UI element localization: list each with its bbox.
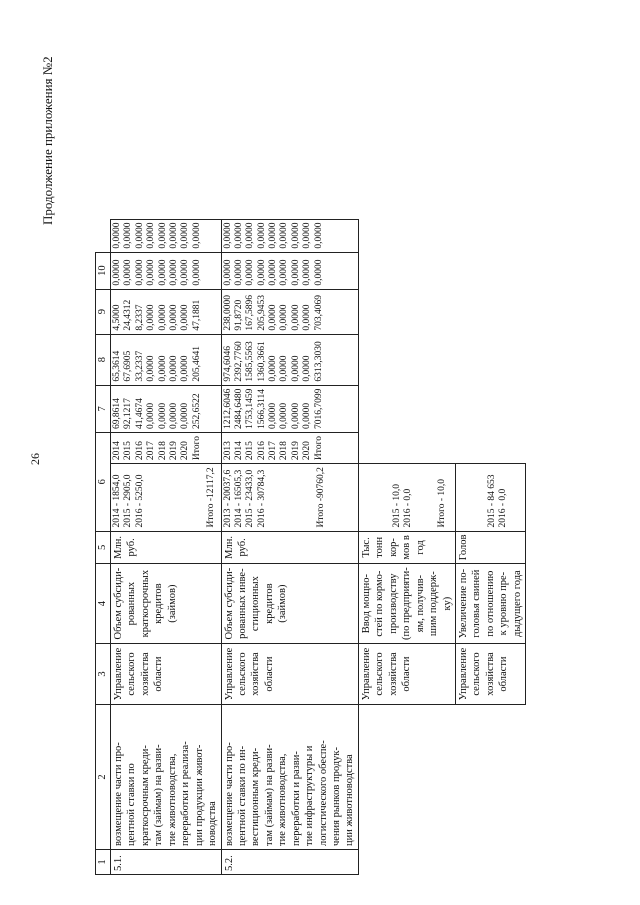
row-number: 5.1. bbox=[111, 850, 222, 875]
text-line: 0,0000 bbox=[168, 402, 179, 430]
text-line: 238,0000 bbox=[222, 295, 233, 331]
text-line: 703,4069 bbox=[313, 295, 324, 331]
text-line: 0,0000 bbox=[279, 402, 290, 430]
text-line: 2018 bbox=[279, 441, 290, 461]
text-line: 0,0000 bbox=[180, 222, 191, 249]
text-line: области bbox=[263, 656, 275, 692]
funding-federal bbox=[111, 334, 222, 385]
text-line: области bbox=[153, 656, 165, 692]
text-line: Млн. bbox=[223, 535, 235, 559]
text-line: 2016 bbox=[134, 441, 145, 461]
row-number: 5.2. bbox=[221, 850, 358, 875]
text-line: 1212,6046 bbox=[222, 388, 233, 430]
text-line: центной ставки по bbox=[126, 763, 138, 846]
text-line: Тыс. bbox=[360, 537, 372, 558]
text-line: стиционных bbox=[250, 576, 262, 632]
col-header-4: 4 bbox=[96, 564, 111, 644]
blank-funding bbox=[358, 219, 455, 464]
text-line: 0,0000 bbox=[146, 259, 157, 286]
text-line: 0,0000 bbox=[180, 259, 191, 286]
text-line: возмещение части про- bbox=[223, 742, 235, 846]
text-line: рованных инве- bbox=[236, 568, 248, 639]
years bbox=[111, 433, 222, 464]
text-line: производству bbox=[387, 573, 399, 634]
text-line: Увеличение по- bbox=[457, 568, 469, 639]
text-line: центной ставки по ин- bbox=[236, 745, 248, 846]
text-line: 2484,6480 bbox=[233, 388, 244, 430]
text-line: 2020 bbox=[180, 441, 191, 461]
indicator bbox=[455, 564, 525, 644]
text-line: 0,0000 bbox=[157, 402, 168, 430]
text-line: 24,4312 bbox=[123, 299, 134, 331]
indicator bbox=[358, 564, 455, 644]
text-line: Управление bbox=[457, 647, 469, 701]
funding-local bbox=[221, 252, 358, 289]
text-line: рованных bbox=[126, 581, 138, 626]
text-line: 0,0000 bbox=[112, 222, 122, 249]
col-header-5: 5 bbox=[96, 531, 111, 564]
text-line: 2016 bbox=[256, 441, 267, 461]
text-line: 1753,1459 bbox=[245, 388, 256, 430]
text-line: 0,0000 bbox=[279, 355, 290, 382]
col-header-3: 3 bbox=[96, 644, 111, 705]
measure-name bbox=[221, 705, 358, 850]
measure-name bbox=[455, 705, 525, 850]
text-line: 0,0000 bbox=[268, 259, 279, 286]
text-line: 33,2337 bbox=[134, 350, 145, 382]
text-line: 0,0000 bbox=[302, 355, 313, 382]
text-line: 2015 - 84 653 bbox=[486, 474, 497, 528]
text-line: 0,0000 bbox=[268, 402, 279, 430]
text-line: Объем субсиди- bbox=[223, 567, 235, 640]
text-line: 65,3614 bbox=[112, 350, 122, 382]
measure-name bbox=[111, 705, 222, 850]
text-line: 2014 - 1854,0 bbox=[112, 474, 122, 528]
unit bbox=[358, 531, 455, 564]
text-line: шим поддерж- bbox=[428, 571, 440, 637]
text-line: 0,0000 bbox=[302, 222, 313, 249]
text-line: 0,0000 bbox=[256, 222, 267, 249]
text-line: 0,0000 bbox=[290, 402, 301, 430]
continuation-header: Продолжение приложения №2 bbox=[40, 56, 55, 225]
text-line: области bbox=[401, 656, 413, 692]
funding-other bbox=[111, 219, 222, 252]
text-line: хозяйства bbox=[484, 652, 496, 696]
text-line: хозяйства bbox=[387, 652, 399, 696]
text-line: 0,0000 bbox=[268, 222, 279, 249]
text-line: краткосрочных bbox=[139, 569, 151, 638]
text-line: 4,5000 bbox=[112, 304, 122, 331]
text-line: руб. bbox=[236, 538, 248, 557]
target-values bbox=[221, 464, 358, 531]
years bbox=[221, 433, 358, 464]
program-table bbox=[95, 219, 526, 875]
indicator bbox=[111, 564, 222, 644]
text-line: 0,0000 bbox=[191, 259, 202, 286]
text-line: (займов) bbox=[166, 584, 178, 623]
text-line: там (займам) на разви- bbox=[153, 744, 165, 846]
text-line: тонн bbox=[374, 536, 386, 558]
text-line: 167,5896 bbox=[245, 295, 256, 331]
text-line: 0,0000 bbox=[168, 304, 179, 331]
text-line: ям, получив- bbox=[414, 574, 426, 633]
text-line: 0,0000 bbox=[279, 222, 290, 249]
funding-regional bbox=[221, 289, 358, 334]
text-line: 0,0000 bbox=[256, 259, 267, 286]
text-line: дыдущего года bbox=[511, 570, 523, 637]
unit bbox=[111, 531, 222, 564]
text-line: 0,0000 bbox=[233, 222, 244, 249]
text-line: 2015 - 10,0 bbox=[391, 483, 402, 528]
text-line: там (займам) на разви- bbox=[263, 744, 275, 846]
text-line: 2019 bbox=[168, 441, 179, 461]
text-line: 92,1217 bbox=[123, 398, 134, 430]
text-line: Итого bbox=[313, 436, 324, 461]
col-header-7: 7 bbox=[96, 385, 111, 432]
text-line: 0,0000 bbox=[168, 355, 179, 382]
col-header-1: 1 bbox=[96, 850, 111, 875]
executor bbox=[111, 644, 222, 705]
text-line: 205,9453 bbox=[256, 295, 267, 331]
target-values bbox=[358, 464, 455, 531]
text-line: 0,0000 bbox=[290, 304, 301, 331]
text-line: 2016 - 5250,0 bbox=[134, 474, 145, 528]
text-line: 0,0000 bbox=[302, 259, 313, 286]
text-line: чения рынков продук- bbox=[331, 747, 342, 846]
blank-funding bbox=[455, 219, 525, 464]
targets-total: Итого - 10,0 bbox=[436, 478, 447, 528]
text-line: 2016 - 0,0 bbox=[403, 488, 414, 528]
text-line: 0,0000 bbox=[123, 259, 134, 286]
text-line: возмещение части про- bbox=[113, 742, 124, 846]
text-line: логистического обеспе- bbox=[317, 740, 329, 846]
table-row-5-1 bbox=[111, 219, 222, 874]
text-line: 0,0000 bbox=[134, 259, 145, 286]
text-line: 0,0000 bbox=[268, 355, 279, 382]
text-line: сельского bbox=[374, 652, 386, 696]
unit bbox=[221, 531, 358, 564]
text-line: 0,0000 bbox=[146, 304, 157, 331]
text-line: 2017 bbox=[268, 441, 279, 461]
column-number-row bbox=[96, 219, 111, 874]
text-line: ции продукции живот- bbox=[193, 744, 205, 846]
text-line: 2016 - 30784,3 bbox=[256, 469, 267, 528]
text-line: 91,8720 bbox=[233, 299, 244, 331]
text-line: головья свиней bbox=[471, 569, 483, 638]
text-line: 0,0000 bbox=[157, 222, 168, 249]
text-line: 2015 - 2905,0 bbox=[123, 474, 134, 528]
text-line: (займов) bbox=[277, 584, 289, 623]
text-line: 0,0000 bbox=[146, 402, 157, 430]
target-values bbox=[111, 464, 222, 531]
text-line: переработки и реализа- bbox=[180, 741, 192, 846]
text-line: ции животноводства bbox=[344, 754, 356, 846]
funding-total bbox=[111, 385, 222, 432]
table-row-5-2 bbox=[221, 219, 358, 874]
funding-federal bbox=[221, 334, 358, 385]
text-line: 2014 - 16505,3 bbox=[233, 469, 244, 528]
text-line: 2018 bbox=[157, 441, 168, 461]
text-line: 0,0000 bbox=[268, 304, 279, 331]
text-line: вестиционным креди- bbox=[250, 747, 262, 846]
text-line: 0,0000 bbox=[302, 402, 313, 430]
executor bbox=[358, 644, 455, 705]
text-line: 0,0000 bbox=[313, 222, 324, 249]
text-line: 8,2337 bbox=[134, 304, 145, 331]
text-line: 0,0000 bbox=[180, 402, 191, 430]
text-line: год bbox=[414, 540, 426, 555]
text-line: 0,0000 bbox=[123, 222, 134, 249]
text-line: 2017 bbox=[146, 441, 157, 461]
text-line: 0,0000 bbox=[313, 259, 324, 286]
text-line: 41,4674 bbox=[134, 398, 145, 430]
text-line: тие животноводства, bbox=[166, 753, 178, 846]
text-line: 0,0000 bbox=[245, 222, 256, 249]
text-line: 252,6522 bbox=[191, 393, 202, 430]
row-number bbox=[358, 850, 455, 875]
text-line: к уровню пре- bbox=[498, 571, 510, 636]
text-line: 2015 bbox=[123, 441, 134, 461]
col-header-6: 6 bbox=[96, 433, 111, 532]
row-number bbox=[455, 850, 525, 875]
text-line: 0,0000 bbox=[279, 259, 290, 286]
text-line: области bbox=[498, 656, 510, 692]
text-line: 0,0000 bbox=[146, 355, 157, 382]
text-line: Ввод мощно- bbox=[360, 574, 372, 634]
text-line: 0,0000 bbox=[146, 222, 157, 249]
text-line: 2014 bbox=[112, 441, 122, 461]
text-line: 0,0000 bbox=[112, 259, 122, 286]
text-line: Млн. bbox=[113, 535, 124, 559]
table-row-pig-stock bbox=[455, 219, 525, 874]
col-header-9: 9 bbox=[96, 289, 111, 334]
text-line: сельского bbox=[126, 652, 138, 696]
indicator bbox=[221, 564, 358, 644]
text-line: 0,0000 bbox=[180, 304, 191, 331]
text-line: 0,0000 bbox=[134, 222, 145, 249]
text-line: 0,0000 bbox=[168, 259, 179, 286]
text-line: 0,0000 bbox=[180, 355, 191, 382]
text-line: сельского bbox=[471, 652, 483, 696]
text-line: 0,0000 bbox=[290, 222, 301, 249]
text-line: 0,0000 bbox=[245, 259, 256, 286]
text-line: ку) bbox=[441, 596, 453, 611]
text-line: кредитов bbox=[263, 583, 275, 624]
text-line: 0,0000 bbox=[157, 304, 168, 331]
text-line: сельского bbox=[236, 652, 248, 696]
text-line: мов в bbox=[401, 535, 413, 560]
text-line: 2019 bbox=[290, 441, 301, 461]
text-line: 2015 - 23433,0 bbox=[245, 469, 256, 528]
text-line: кредитов bbox=[153, 583, 165, 624]
col-header-8: 8 bbox=[96, 334, 111, 385]
text-line: хозяйства bbox=[250, 652, 262, 696]
targets-total: Итого -12117,2 bbox=[206, 467, 217, 528]
text-line: 7016,7099 bbox=[313, 388, 324, 430]
funding-regional bbox=[111, 289, 222, 334]
text-line: 0,0000 bbox=[290, 259, 301, 286]
text-line: 47,1881 bbox=[191, 299, 202, 331]
text-line: (по предприяти- bbox=[401, 567, 413, 640]
text-line: тие инфраструктуры и bbox=[304, 745, 316, 846]
col-header-10: 10 bbox=[96, 252, 111, 289]
text-line: Управление bbox=[360, 647, 372, 701]
text-line: 2013 - 20037,6 bbox=[222, 469, 233, 528]
text-line: 0,0000 bbox=[222, 259, 233, 286]
text-line: 67,6905 bbox=[123, 350, 134, 382]
text-line: 1360,3661 bbox=[256, 341, 267, 382]
text-line: 974,6046 bbox=[222, 346, 233, 382]
text-line: 1585,5563 bbox=[245, 341, 256, 382]
text-line: Управление bbox=[223, 647, 235, 701]
text-line: 2013 bbox=[222, 441, 233, 461]
col-header-2: 2 bbox=[96, 705, 111, 850]
text-line: 2392,7760 bbox=[233, 341, 244, 382]
text-line: по отношению bbox=[484, 570, 496, 637]
text-line: тие животноводства, bbox=[277, 753, 289, 846]
funding-total bbox=[221, 385, 358, 432]
funding-other bbox=[221, 219, 358, 252]
text-line: 2016 - 0,0 bbox=[498, 488, 509, 528]
text-line: 0,0000 bbox=[222, 222, 233, 249]
text-line: краткосрочным креди- bbox=[139, 745, 151, 846]
targets-total: Итого -90760,2 bbox=[316, 467, 327, 528]
measure-name bbox=[358, 705, 455, 850]
text-line: 205,4641 bbox=[191, 346, 202, 382]
text-line: 69,8614 bbox=[112, 398, 122, 430]
text-line: стей по кормо- bbox=[374, 570, 386, 637]
text-line: Голов bbox=[457, 534, 469, 561]
text-line: 0,0000 bbox=[157, 259, 168, 286]
text-line: 0,0000 bbox=[233, 259, 244, 286]
text-line: новодства bbox=[207, 801, 219, 846]
text-line: 6313,3030 bbox=[313, 341, 324, 382]
text-line: 2015 bbox=[245, 441, 256, 461]
text-line: 0,0000 bbox=[191, 222, 202, 249]
table-row-feed-capacity bbox=[358, 219, 455, 874]
text-line: руб. bbox=[126, 538, 138, 557]
text-line: 0,0000 bbox=[157, 355, 168, 382]
unit bbox=[455, 531, 525, 564]
text-line: 0,0000 bbox=[302, 304, 313, 331]
text-line: хозяйства bbox=[139, 652, 151, 696]
text-line: Объем субсиди- bbox=[113, 567, 124, 640]
text-line: 2014 bbox=[233, 441, 244, 461]
text-line: Итого bbox=[191, 436, 202, 461]
text-line: 1566,3114 bbox=[256, 388, 267, 430]
text-line: 0,0000 bbox=[168, 222, 179, 249]
funding-local bbox=[111, 252, 222, 289]
text-line: Управление bbox=[113, 647, 124, 701]
page-number: 26 bbox=[28, 453, 42, 465]
text-line: переработки и разви- bbox=[290, 751, 302, 846]
executor bbox=[221, 644, 358, 705]
executor bbox=[455, 644, 525, 705]
target-values bbox=[455, 464, 525, 531]
text-line: 0,0000 bbox=[279, 304, 290, 331]
text-line: 0,0000 bbox=[290, 355, 301, 382]
text-line: кор- bbox=[387, 538, 399, 557]
text-line: 2020 bbox=[302, 441, 313, 461]
